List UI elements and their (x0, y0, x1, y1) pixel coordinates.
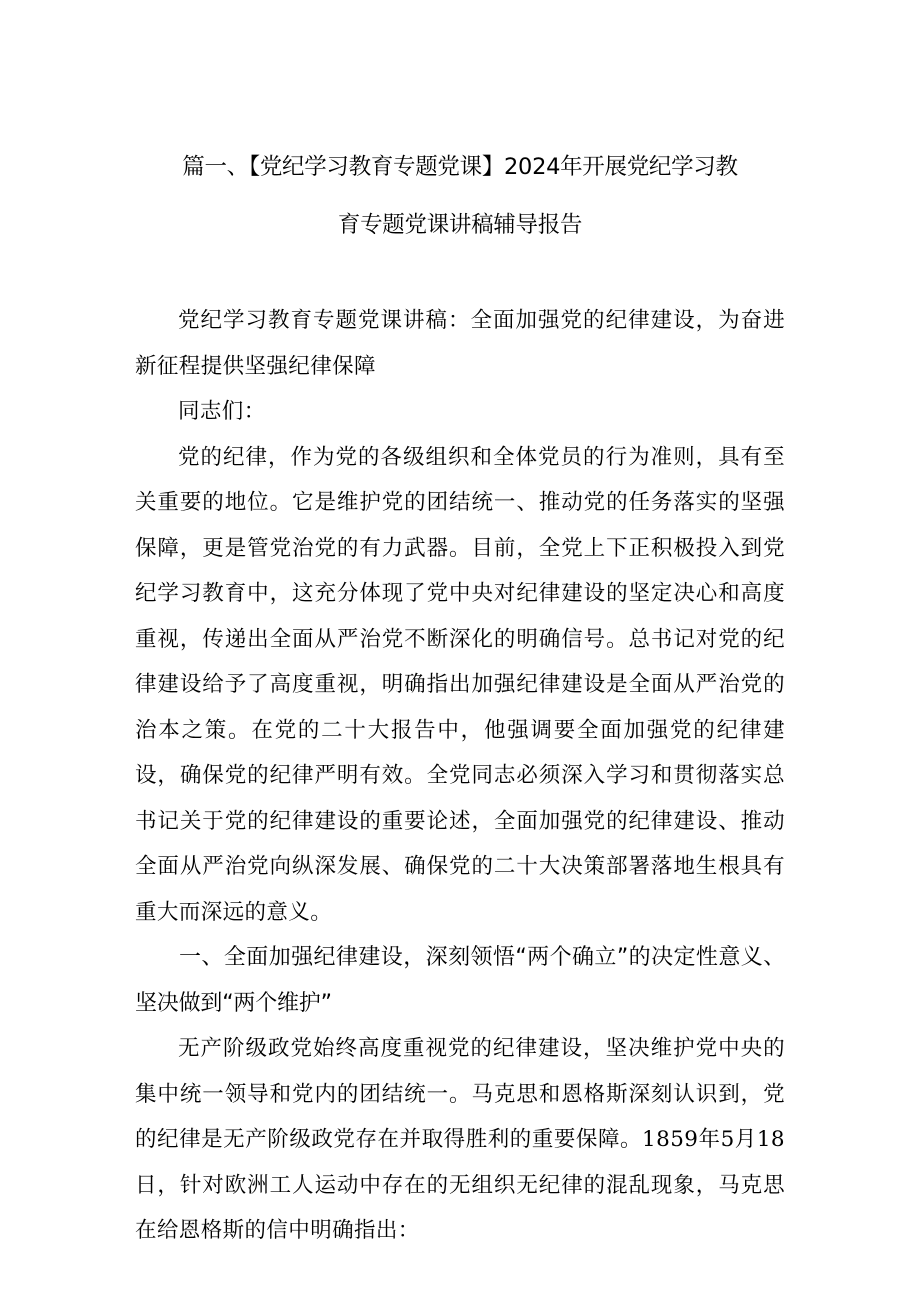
title-line-2: 育专题党课讲稿辅导报告 (337, 212, 583, 238)
section-1-paragraph: 无产阶级政党始终高度重视党的纪律建设，坚决维护党中央的集中统一领导和党内的团结统一。马克思和恩格斯深刻认识到，党的纪律是无产阶级政党存在并取得胜利的重要保障。1859年5月18日，针对欧洲工人运动中存在的无组织无纪律的混乱现象，马克思在给恩格斯的信中明确指出： (135, 1036, 785, 1243)
salutation: 同志们： (178, 399, 266, 424)
document-title (130, 138, 790, 254)
document-body (135, 298, 785, 1254)
intro-paragraph: 党的纪律，作为党的各级组织和全体党员的行为准则，具有至关重要的地位。它是维护党的团结统一、推动党的任务落实的坚强保障，更是管党治党的有力武器。目前，全党上下正积极投入到党纪学习教育中，这充分体现了党中央对纪律建设的坚定决心和高度重视，传递出全面从严治党不断深化的明确信号。总书记对党的纪律建设给予了高度重视，明确指出加强纪律建设是全面从严治党的治本之策。在党的二十大报告中，他强调要全面加强党的纪律建设，确保党的纪律严明有效。全党同志必须深入学习和贯彻落实总书记关于党的纪律建设的重要论述，全面加强党的纪律建设、推动全面从严治党向纵深发展、确保党的二十大决策部署落地生根具有重大而深远的意义。 (135, 444, 785, 925)
subtitle-paragraph: 党纪学习教育专题党课讲稿：全面加强党的纪律建设，为奋进新征程提供坚强纪律保障 (135, 308, 785, 379)
title-line-1: 篇一、【党纪学习教育专题党课】2024年开展党纪学习教 (182, 154, 738, 180)
section-heading-1: 一、全面加强纪律建设，深刻领悟“两个确立”的决定性意义、坚决做到“两个维护” (135, 945, 785, 1016)
